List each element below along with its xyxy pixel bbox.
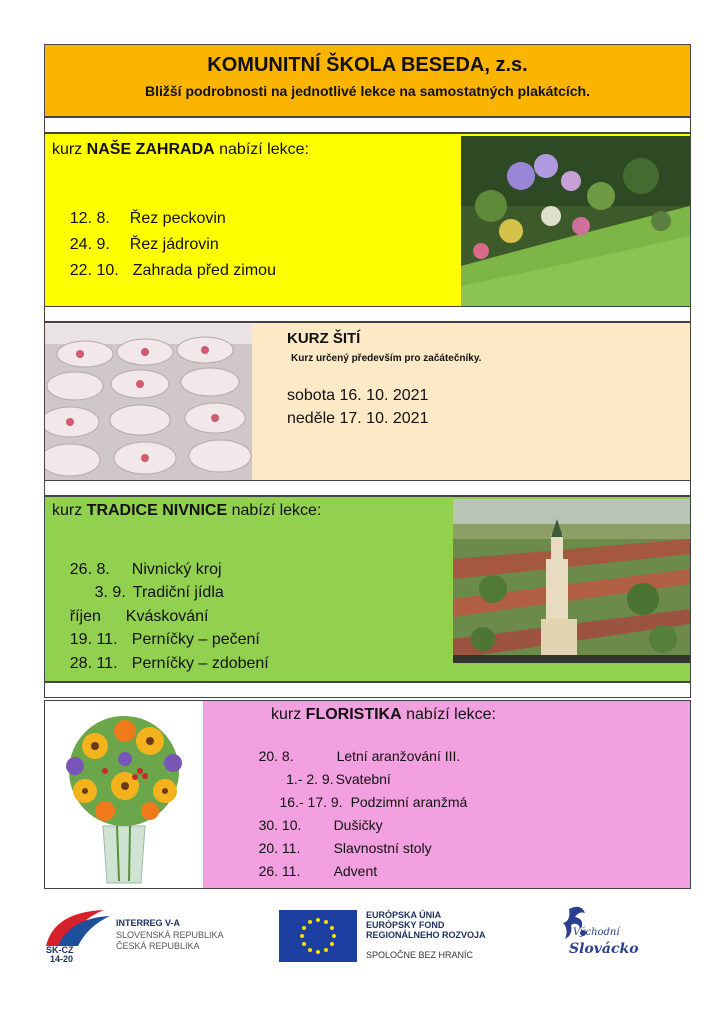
region-emblem-icon <box>559 905 593 945</box>
eu-fund-label: EURÓPSKY FOND <box>366 920 445 930</box>
garden-photo <box>461 136 690 306</box>
vychodni-slovacko-logo <box>555 905 639 969</box>
lesson-row: 1.- 2. 9. Svatební <box>286 771 391 787</box>
sewing-course-title: KURZ ŠITÍ <box>287 330 361 347</box>
sewing-photo <box>45 324 252 480</box>
interreg-logo <box>44 908 254 966</box>
garden-course-name: NAŠE ZAHRADA <box>86 141 215 158</box>
eu-fund-logo <box>279 910 509 964</box>
lesson-row: 28. 11. Perníčky – zdobení <box>69 655 269 672</box>
tradition-course-section <box>44 496 691 682</box>
lesson-row: 26. 8. Nivnický kroj <box>69 561 222 578</box>
interreg-country-cz: ČESKÁ REPUBLIKA <box>116 941 200 951</box>
eu-union-label: EURÓPSKA ÚNIA <box>366 910 442 920</box>
sewing-course-note: Kurz určený především pro začátečníky. <box>291 353 482 364</box>
interreg-country-sk: SLOVENSKÁ REPUBLIKA <box>116 930 224 940</box>
flower-bouquet-photo <box>45 701 203 888</box>
lesson-row: 12. 8. Řez peckovin <box>69 210 226 227</box>
lesson-row: 24. 9. Řez jádrovin <box>69 236 219 253</box>
lesson-row: 3. 9. Tradiční jídla <box>94 584 224 601</box>
spacer-row <box>44 480 691 496</box>
sewing-date: neděle 17. 10. 2021 <box>287 410 429 427</box>
lesson-row: 20. 8. Letní aranžování III. <box>258 748 461 764</box>
page-subtitle: Bližší podrobnosti na jednotlivé lekce na samostatných plakátcích. <box>144 83 590 99</box>
floristry-course-heading: kurz FLORISTIKA nabízí lekce: <box>271 706 496 723</box>
garden-course-section <box>44 133 691 308</box>
spacer-row <box>44 682 691 698</box>
region-name-line1: Východní <box>573 927 620 938</box>
page-title: KOMUNITNÍ ŠKOLA BESEDA, z.s. <box>207 54 528 76</box>
eu-regional-label: REGIONÁLNEHO ROZVOJA <box>366 930 486 940</box>
header-banner <box>44 44 691 117</box>
spacer-row <box>44 306 691 322</box>
lesson-row: 20. 11. Slavnostní stoly <box>258 840 432 856</box>
lesson-row: 26. 11. Advent <box>258 863 378 879</box>
interreg-badge: SK-CZ <box>46 945 74 955</box>
sewing-course-section <box>44 322 691 481</box>
interreg-title: INTERREG V-A <box>116 918 181 928</box>
sewing-date: sobota 16. 10. 2021 <box>287 387 429 404</box>
tradition-course-heading: kurz TRADICE NIVNICE nabízí lekce: <box>52 502 322 519</box>
lesson-row: 19. 11. Perníčky – pečení <box>69 631 260 648</box>
eu-slogan: SPOLOČNE BEZ HRANÍC <box>366 950 474 960</box>
eu-flag-icon <box>279 910 357 962</box>
interreg-years: 14-20 <box>50 954 74 964</box>
spacer-row <box>44 117 691 133</box>
garden-course-heading: kurz NAŠE ZAHRADA nabízí lekce: <box>52 141 309 158</box>
village-aerial-photo <box>453 499 690 663</box>
lesson-row: říjen Kváskování <box>69 608 209 625</box>
floristry-course-section <box>44 700 691 889</box>
region-name-line2: Slovácko <box>569 941 639 957</box>
floristry-course-name: FLORISTIKA <box>305 706 402 723</box>
lesson-row: 16.- 17. 9. Podzimní aranžmá <box>279 794 468 810</box>
lesson-row: 30. 10. Dušičky <box>258 817 383 833</box>
tradition-course-name: TRADICE NIVNICE <box>86 502 228 519</box>
lesson-row: 22. 10. Zahrada před zimou <box>69 262 276 279</box>
